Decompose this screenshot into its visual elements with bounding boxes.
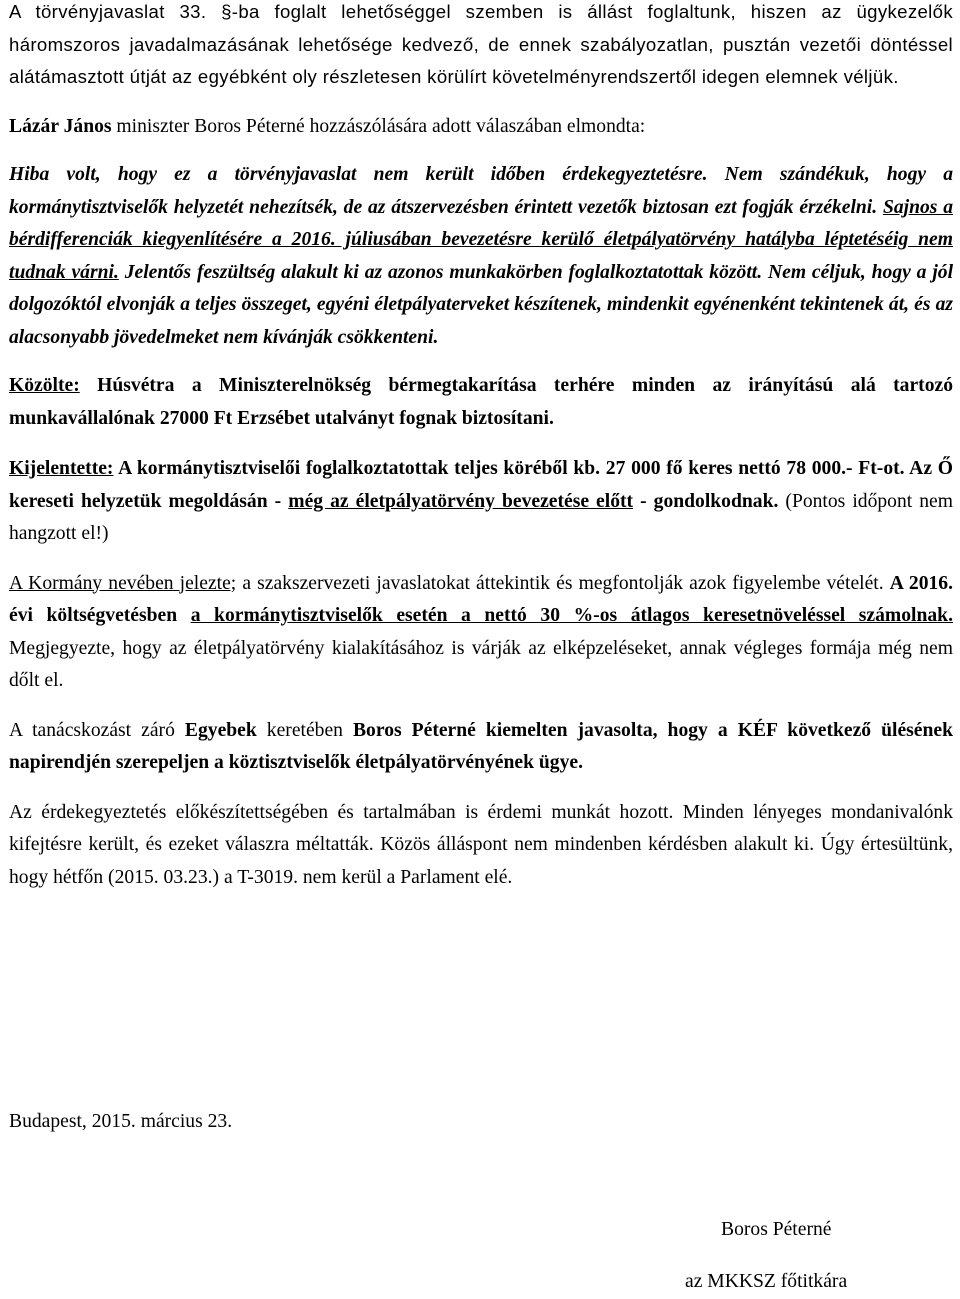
paragraph-minister-statement <box>9 159 953 354</box>
document-page <box>9 0 954 1292</box>
other-bold-2: Boros Péterné kiemelten javasolta, hogy a KÉF következő ülésének napirendjén szerepeljen a köztisztviselők életpályatörvényének ügye. <box>9 719 953 773</box>
statement-sentence-4: Jelentős feszültség alakult ki az azonos munkakörben foglalkoztatottak között. <box>118 261 763 283</box>
signatory-title: az MKKSZ főtitkára <box>685 1271 848 1292</box>
paragraph-minister-response-intro <box>9 111 953 144</box>
paragraph-government-position <box>9 568 953 698</box>
statement-sentence-5: Nem céljuk, hogy a jól dolgozóktól elvonják a teljes összeget, egyéni életpályaterveket készítenek, mindenkit egyénenként tekintenek át, és az alacsonyabb jövedelmeket nem kívánják csökkenteni. <box>9 261 954 348</box>
government-text-end: Megjegyezte, hogy az életpályatörvény kialakításához is várják az elképzeléseket, annak végleges formája még nem dőlt el. <box>9 637 953 691</box>
declaration-note: (Pontos időpont nem hangzott el!) <box>9 490 953 544</box>
other-text-2: keretében <box>256 719 353 741</box>
statement-sentence-2: Nem szándékuk, hogy a kormánytisztviselők helyzetét nehezítsék, de az átszervezésben érintett vezetők biztosan ezt fogják érzékelni. <box>9 164 954 218</box>
announcement-text: Húsvétra a Miniszterelnökség bérmegtakarítása terhére minden az irányítású alá tartozó munkavállalónak 27000 Ft Erzsébet utalványt fognak biztosítani. <box>9 375 953 429</box>
paragraph-other-matters <box>9 715 953 780</box>
other-bold-1: Egyebek <box>184 719 257 741</box>
statement-underlined: Sajnos a bérdifferenciák kiegyenlítésére a 2016. júliusában bevezetésre kerülő életpályatörvény hatályba léptetéséig nem tudnak várni. <box>9 196 954 283</box>
budget-underlined: a kormánytisztviselők esetén a nettó 30 %-os átlagos keresetnöveléssel számolnak. <box>190 605 953 626</box>
paragraph-text: A törvényjavaslat 33. §-ba foglalt lehetőséggel szemben is állást foglaltunk, hiszen az ügykezelők háromszoros javadalmazásának lehetősége kedvező, de ennek szabályozatlan, pusztán vezetői döntéssel alátámasztott útját az egyébként oly részletesen körülírt követelményrendszertől idegen elemnek véljük. <box>9 1 953 87</box>
statement-sentence-1: Hiba volt, hogy ez a törvényjavaslat nem került időben érdekegyeztetésre. <box>9 164 708 185</box>
declaration-label: Kijelentette: <box>9 458 114 479</box>
budget-bold: A 2016. évi költségvetésben <box>9 572 953 626</box>
other-text-1: A tanácskozást záró <box>9 719 185 741</box>
announcement-label: Közölte: <box>9 375 80 396</box>
paragraph-declaration <box>9 453 953 551</box>
declaration-text-end: - gondolkodnak. <box>633 490 779 512</box>
government-label: A Kormány nevében jelezte; <box>9 572 237 594</box>
government-text: a szakszervezeti javaslatokat áttekintik és megfontolják azok figyelembe vételét. <box>236 572 890 594</box>
paragraph-text: miniszter Boros Péterné hozzászólására adott válaszában elmondta: <box>111 115 646 137</box>
paragraph-article-33 <box>9 0 953 94</box>
declaration-underlined: még az életpályatörvény bevezetése előtt <box>288 490 634 512</box>
place-and-date: Budapest, 2015. március 23. <box>9 1111 233 1132</box>
paragraph-announcement <box>9 370 953 435</box>
speaker-name: Lázár János <box>9 115 112 137</box>
summary-text: Az érdekegyeztetés előkészítettségében és tartalmában is érdemi munkát hozott. Minden lényeges mondanivalónk kifejtésre került, és ezeket válaszra méltatták. Közös álláspont nem mindenben kérdésben alakult ki. Úgy értesültünk, hogy hétfőn (2015. 03.23.) a T-3019. nem kerül a Parlament elé. <box>9 801 953 888</box>
declaration-text: A kormánytisztviselői foglalkoztatottak teljes köréből kb. 27 000 fő keres nettó 78 000.- Ft-ot. Az Ő kereseti helyzetük megoldásán - <box>9 458 953 512</box>
signatory-name: Boros Péterné <box>721 1219 832 1240</box>
paragraph-summary <box>9 797 953 895</box>
